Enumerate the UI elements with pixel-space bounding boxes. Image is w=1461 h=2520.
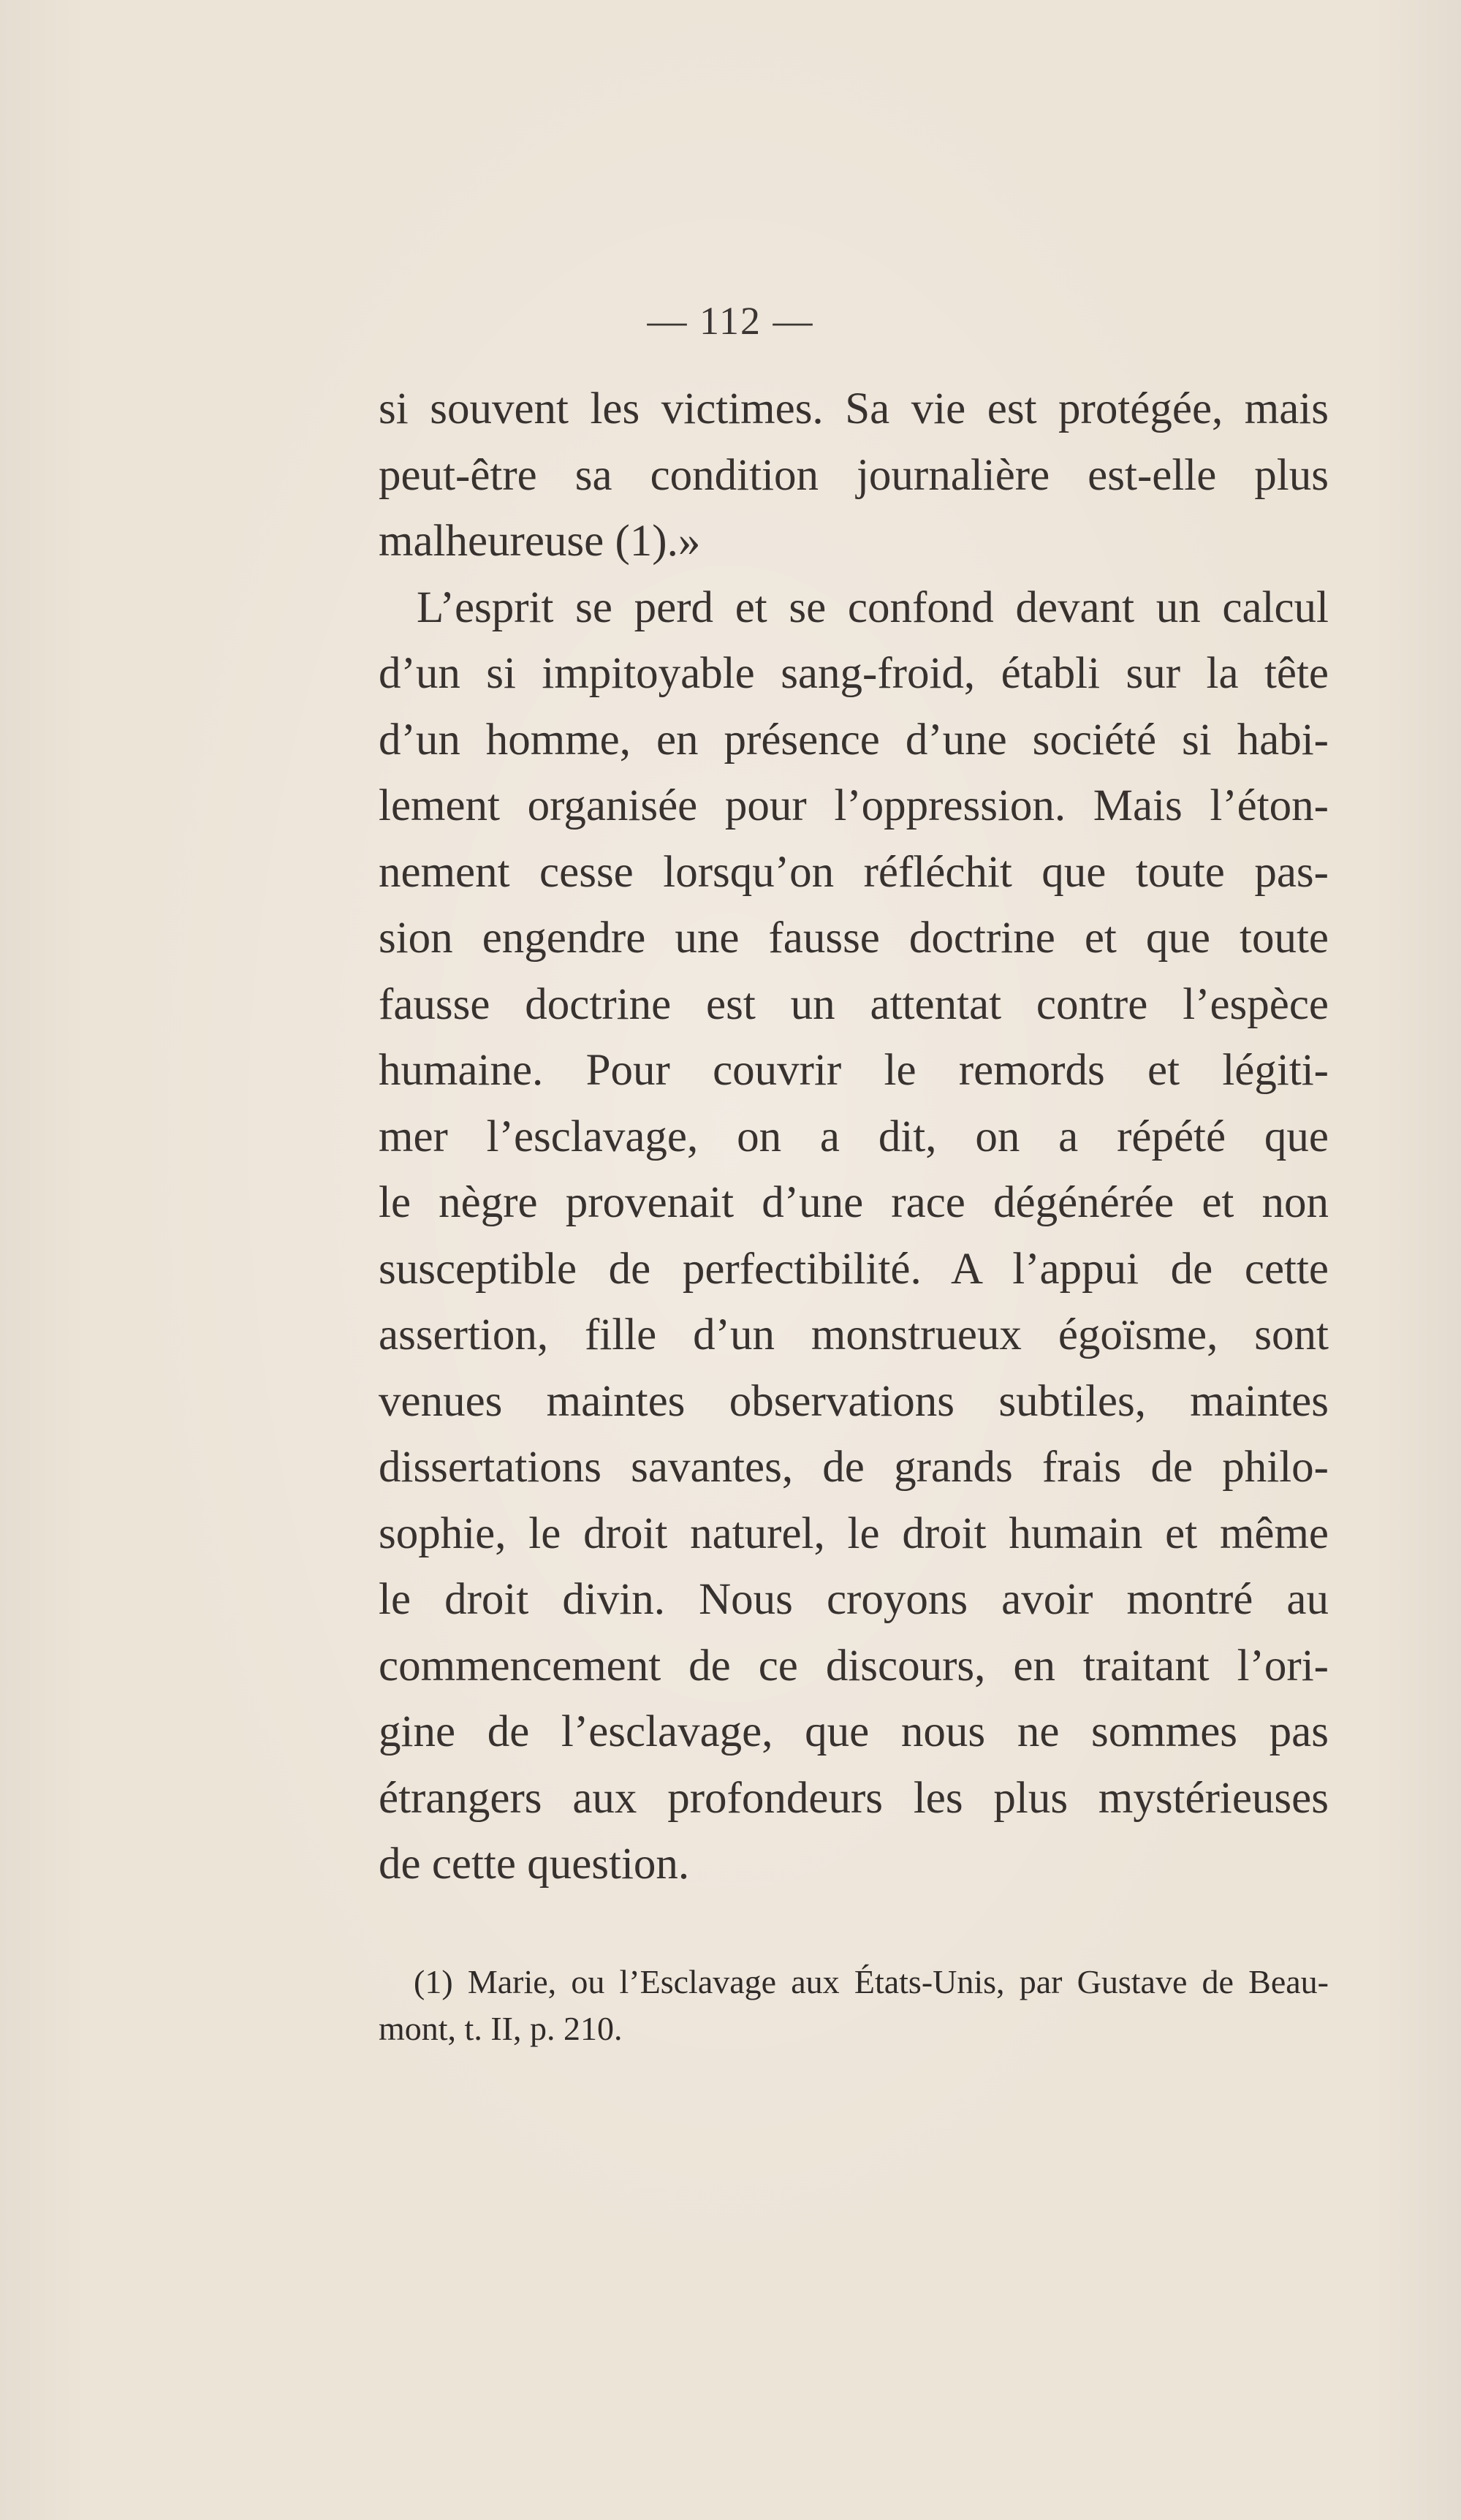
text-line: L’esprit se perd et se confond devant un calcul xyxy=(417,582,1329,632)
text-line: peut-être sa condition journalière est-elle plus xyxy=(379,450,1329,500)
footnote-line: mont, t. II, p. 210. xyxy=(379,2010,623,2047)
text-line: malheureuse (1).» xyxy=(379,517,701,566)
text-line: le droit divin. Nous croyons avoir montré au xyxy=(379,1575,1329,1624)
text-line: gine de l’esclavage, que nous ne sommes pas xyxy=(379,1707,1329,1756)
text-line: d’un homme, en présence d’une société si habi- xyxy=(379,715,1329,764)
text-line: assertion, fille d’un monstrueux égoïsme, sont xyxy=(379,1310,1329,1359)
text-line: fausse doctrine est un attentat contre l’espèce xyxy=(379,979,1329,1029)
body-text xyxy=(379,376,1329,1898)
text-line: le nègre provenait d’une race dégénérée et non xyxy=(379,1178,1329,1227)
text-line: susceptible de perfectibilité. A l’appui de cette xyxy=(379,1244,1329,1294)
text-line: humaine. Pour couvrir le remords et légiti- xyxy=(379,1046,1329,1095)
text-line: mer l’esclavage, on a dit, on a répété que xyxy=(379,1112,1329,1161)
text-line: venues maintes observations subtiles, maintes xyxy=(379,1376,1329,1426)
text-line: sophie, le droit naturel, le droit humain et même xyxy=(379,1508,1329,1558)
footnote-line: (1) Marie, ou l’Esclavage aux États-Unis, par Gustave de Beau- xyxy=(414,1963,1329,2000)
text-line: si souvent les victimes. Sa vie est protégée, mais xyxy=(379,384,1329,433)
text-line: de cette question. xyxy=(379,1840,690,1889)
text-line: d’un si impitoyable sang-froid, établi sur la tête xyxy=(379,649,1329,698)
text-line: dissertations savantes, de grands frais de philo- xyxy=(379,1443,1329,1492)
text-line: lement organisée pour l’oppression. Mais l’éton- xyxy=(379,781,1329,830)
text-line: sion engendre une fausse doctrine et que toute xyxy=(379,914,1329,963)
page-number: — 112 — xyxy=(647,299,814,343)
text-line: nement cesse lorsqu’on réfléchit que toute pas- xyxy=(379,847,1329,897)
text-line: commencement de ce discours, en traitant l’ori- xyxy=(379,1641,1329,1690)
footnote xyxy=(379,1959,1329,2052)
text-line: étrangers aux profondeurs les plus mystérieuses xyxy=(379,1773,1329,1823)
